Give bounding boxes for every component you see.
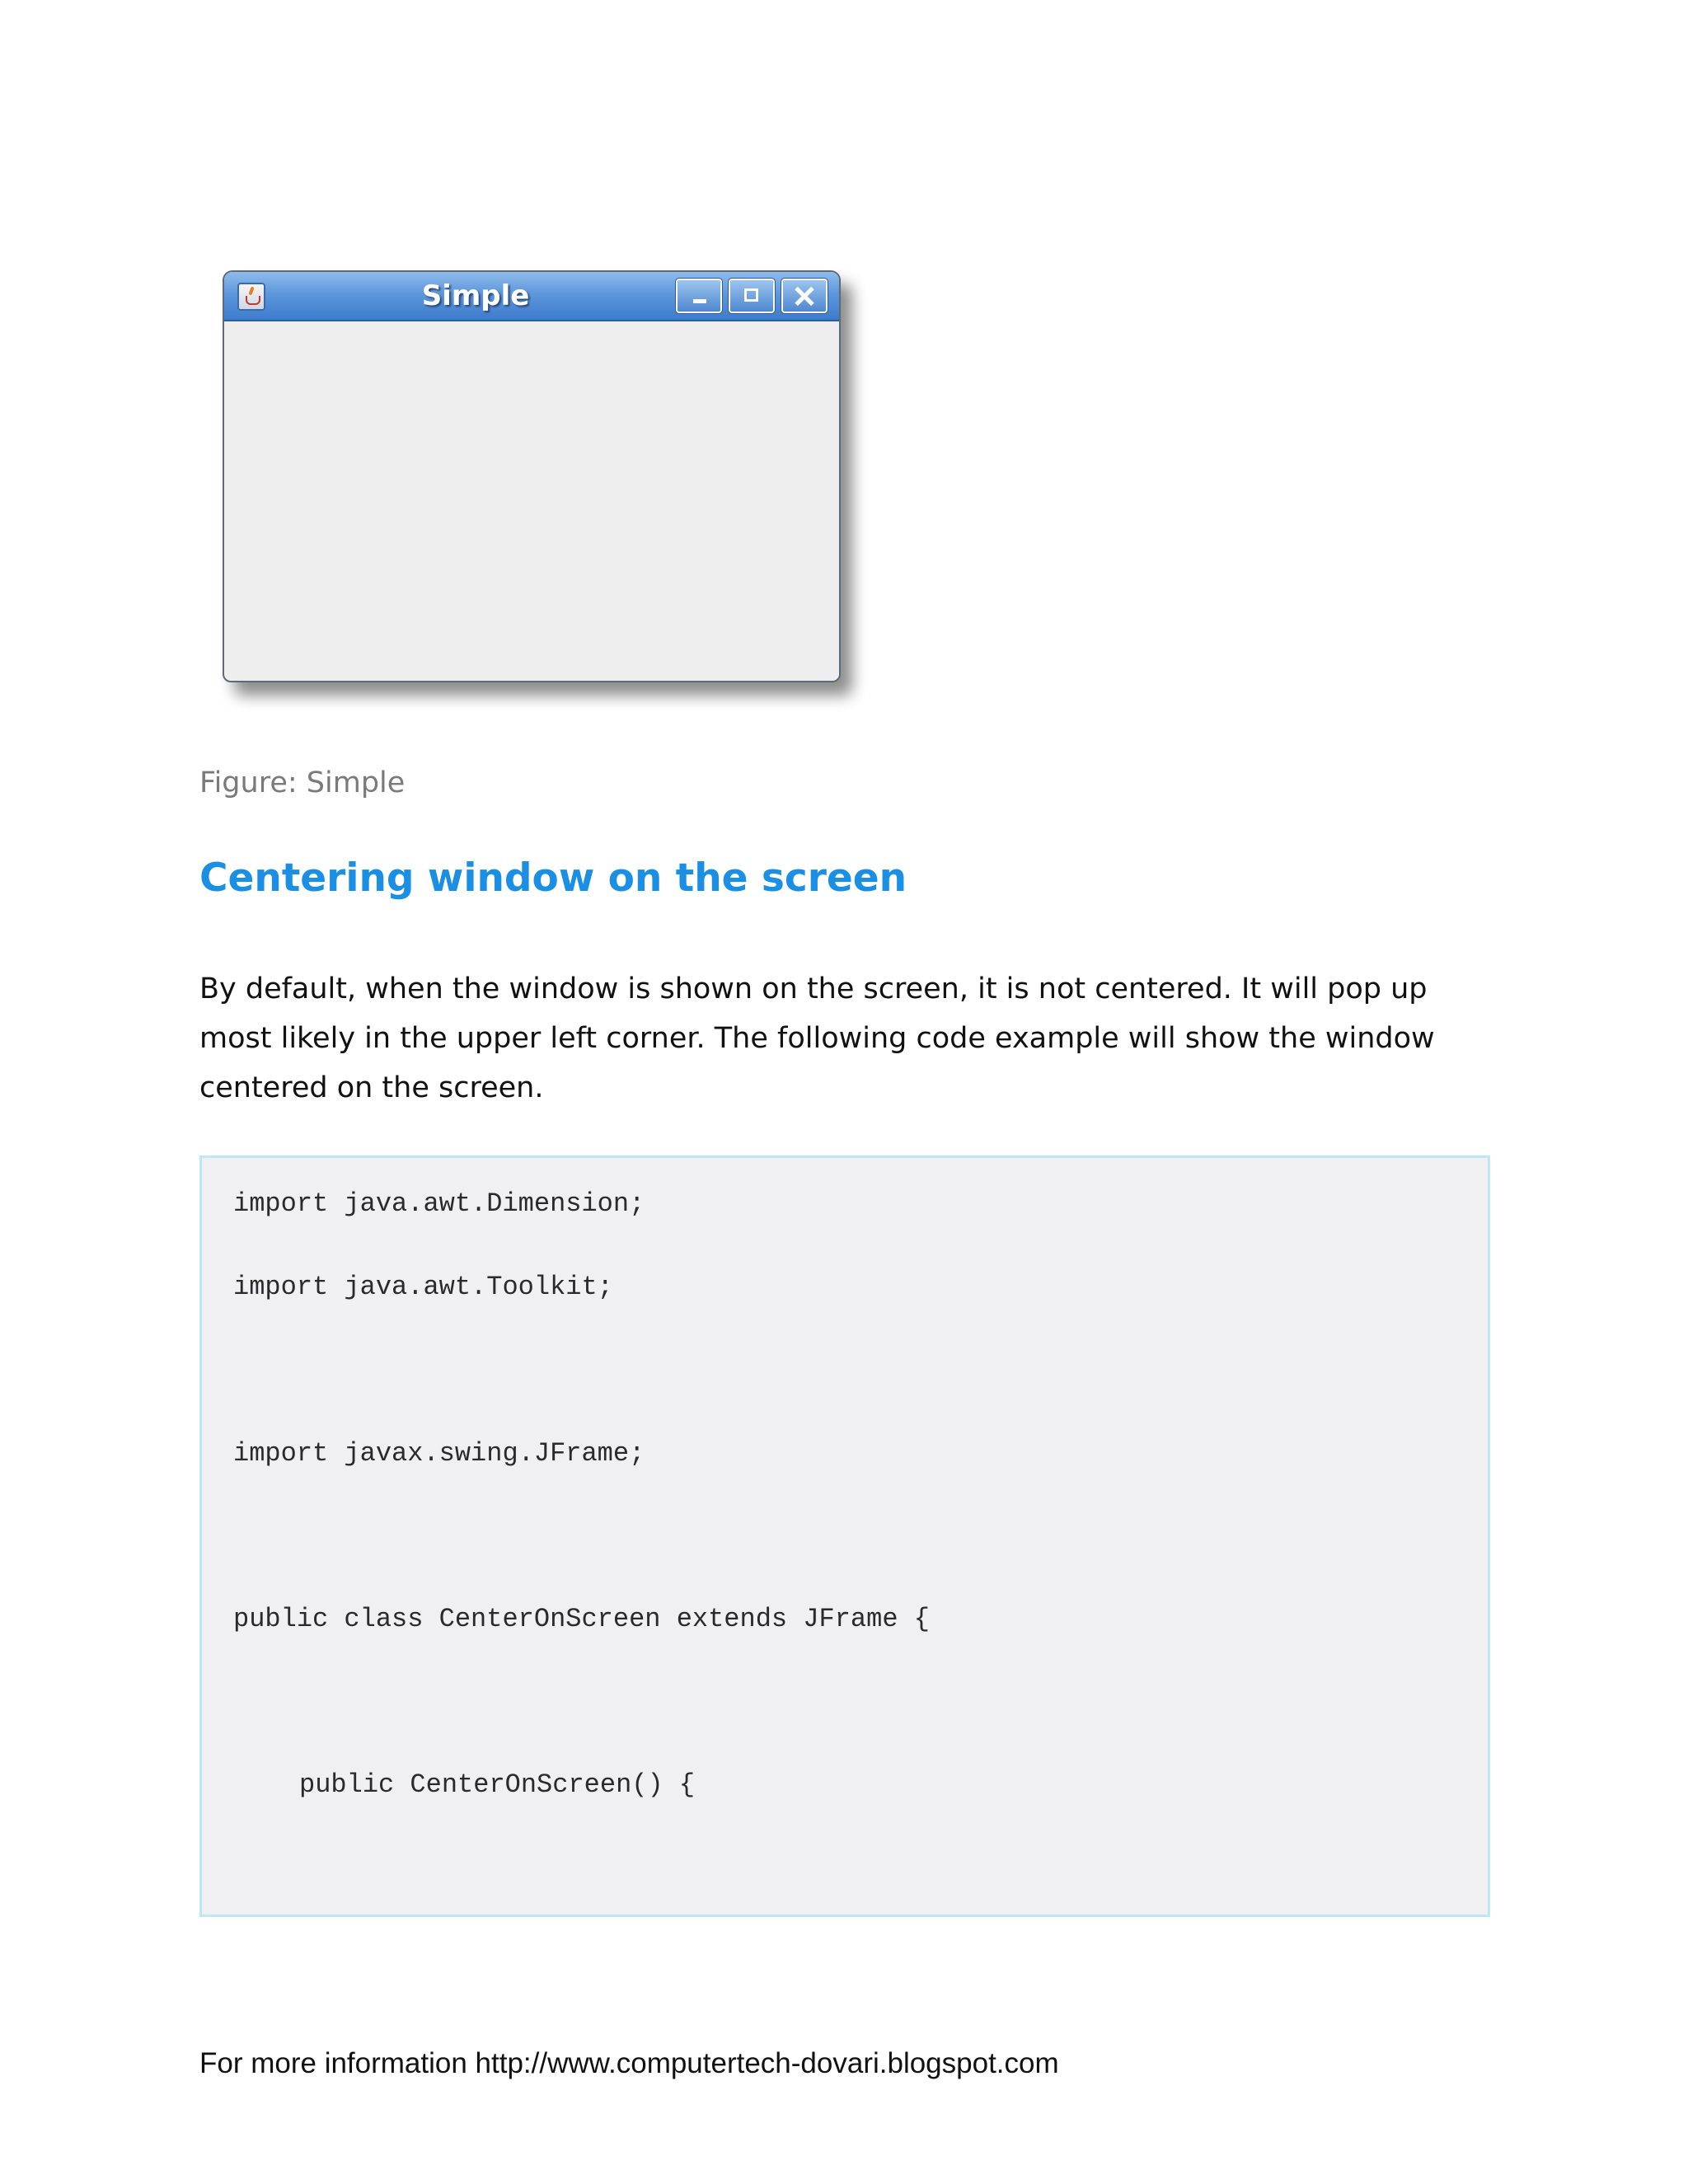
simple-window-screenshot [223,270,841,682]
window-titlebar [224,272,839,321]
code-line: import java.awt.Dimension; [233,1188,645,1219]
minimize-icon [676,279,722,313]
code-line: public CenterOnScreen() { [299,1769,696,1800]
window-title: Simple [421,279,530,312]
code-line: public class CenterOnScreen extends JFrame { [233,1604,930,1634]
code-block [199,1155,1490,1917]
body-paragraph: By default, when the window is shown on the screen, it is not centered. It will pop up most likely in the upper left corner. The following code example will show the window centered on the screen. [199,972,1435,1104]
close-icon [781,279,828,313]
footer-text: For more information http://www.computertech-dovari.blogspot.com [199,2047,1059,2079]
code-line: import javax.swing.JFrame; [233,1438,645,1469]
section-heading: Centering window on the screen [199,855,907,901]
maximize-icon [729,279,775,313]
code-line: import java.awt.Toolkit; [233,1272,613,1302]
figure-caption: Figure: Simple [199,766,406,799]
